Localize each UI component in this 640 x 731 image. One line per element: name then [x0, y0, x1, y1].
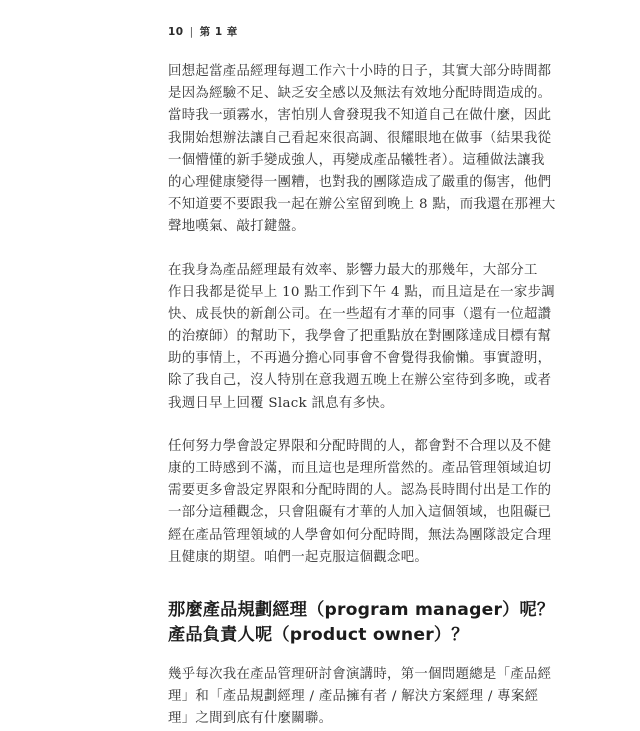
paragraph-2	[168, 260, 555, 415]
text-line: 一個懵懂的新手變成強人，再變成產品犧牲者）。這種做法讓我	[168, 152, 545, 168]
text-line: 快、成長快的新創公司。在一些超有才華的同事（還有一位超讚	[168, 306, 552, 322]
text-line: 聲地嘆氣、敲打鍵盤。	[168, 219, 305, 235]
paragraph-3	[168, 436, 552, 569]
text-line: 且健康的期望。咱們一起克服這個觀念吧。	[168, 549, 429, 565]
text-line: 經在產品管理領域的人學會如何分配時間，無法為團隊設定合理	[168, 527, 552, 543]
heading-line: 產品負責人呢（product owner）？	[168, 624, 469, 645]
text-line: 不知道要不要跟我一起在辦公室留到晚上 8 點，而我還在那裡大	[168, 197, 556, 213]
running-head	[168, 24, 238, 39]
heading-line: 那麼產品規劃經理（program manager）呢？	[168, 599, 555, 620]
text-line: 當時我一頭霧水，害怕別人會發現我不知道自己在做什麼，因此	[168, 108, 552, 124]
running-head-separator: |	[189, 26, 194, 38]
text-line: 任何努力學會設定界限和分配時間的人，都會對不合理以及不健	[168, 438, 552, 454]
paragraph-1	[168, 61, 556, 239]
text-line: 需要更多會設定界限和分配時間的人。認為長時間付出是工作的	[168, 483, 552, 499]
page-body	[168, 61, 556, 731]
section-heading	[168, 598, 555, 648]
text-line: 的治療師）的幫助下，我學會了把重點放在對團隊達成目標有幫	[168, 329, 552, 345]
text-line: 我開始想辦法讓自己看起來很高調、很耀眼地在做事（結果我從	[168, 130, 552, 146]
text-line: 助的事情上，不再過分擔心同事會不會覺得我偷懶。事實證明，	[168, 351, 552, 367]
text-line: 理」之間到底有什麼關聯。	[168, 711, 333, 727]
text-line: 回想起當產品經理每週工作六十小時的日子，其實大部分時間都	[168, 64, 552, 79]
text-line: 的心理健康變得一團糟，也對我的團隊造成了嚴重的傷害，他們	[168, 174, 552, 190]
page-number: 10	[168, 26, 184, 38]
text-line: 我週日早上回覆 Slack 訊息有多快。	[168, 395, 394, 411]
paragraph-4	[168, 664, 552, 731]
chapter-label: 第 1 章	[199, 26, 238, 38]
text-line: 是因為經驗不足、缺乏安全感以及無法有效地分配時間造成的。	[168, 86, 552, 102]
text-line: 除了我自己，沒人特別在意我週五晚上在辦公室待到多晚，或者	[168, 373, 552, 389]
text-line: 作日我都是從早上 10 點工作到下午 4 點，而且這是在一家步調	[168, 284, 555, 300]
text-line: 理」和「產品規劃經理 / 產品擁有者 / 解決方案經理 / 專案經	[168, 689, 539, 705]
text-line: 一部分這種觀念，只會阻礙有才華的人加入這個領域，也阻礙已	[168, 505, 552, 521]
text-line: 在我身為產品經理最有效率、影響力最大的那幾年，大部分工	[168, 262, 538, 278]
text-line: 幾乎每次我在產品管理研討會演講時，第一個問題總是「產品經	[168, 666, 552, 682]
text-line: 康的工時感到不滿，而且這也是理所當然的。產品管理領域迫切	[168, 461, 552, 476]
